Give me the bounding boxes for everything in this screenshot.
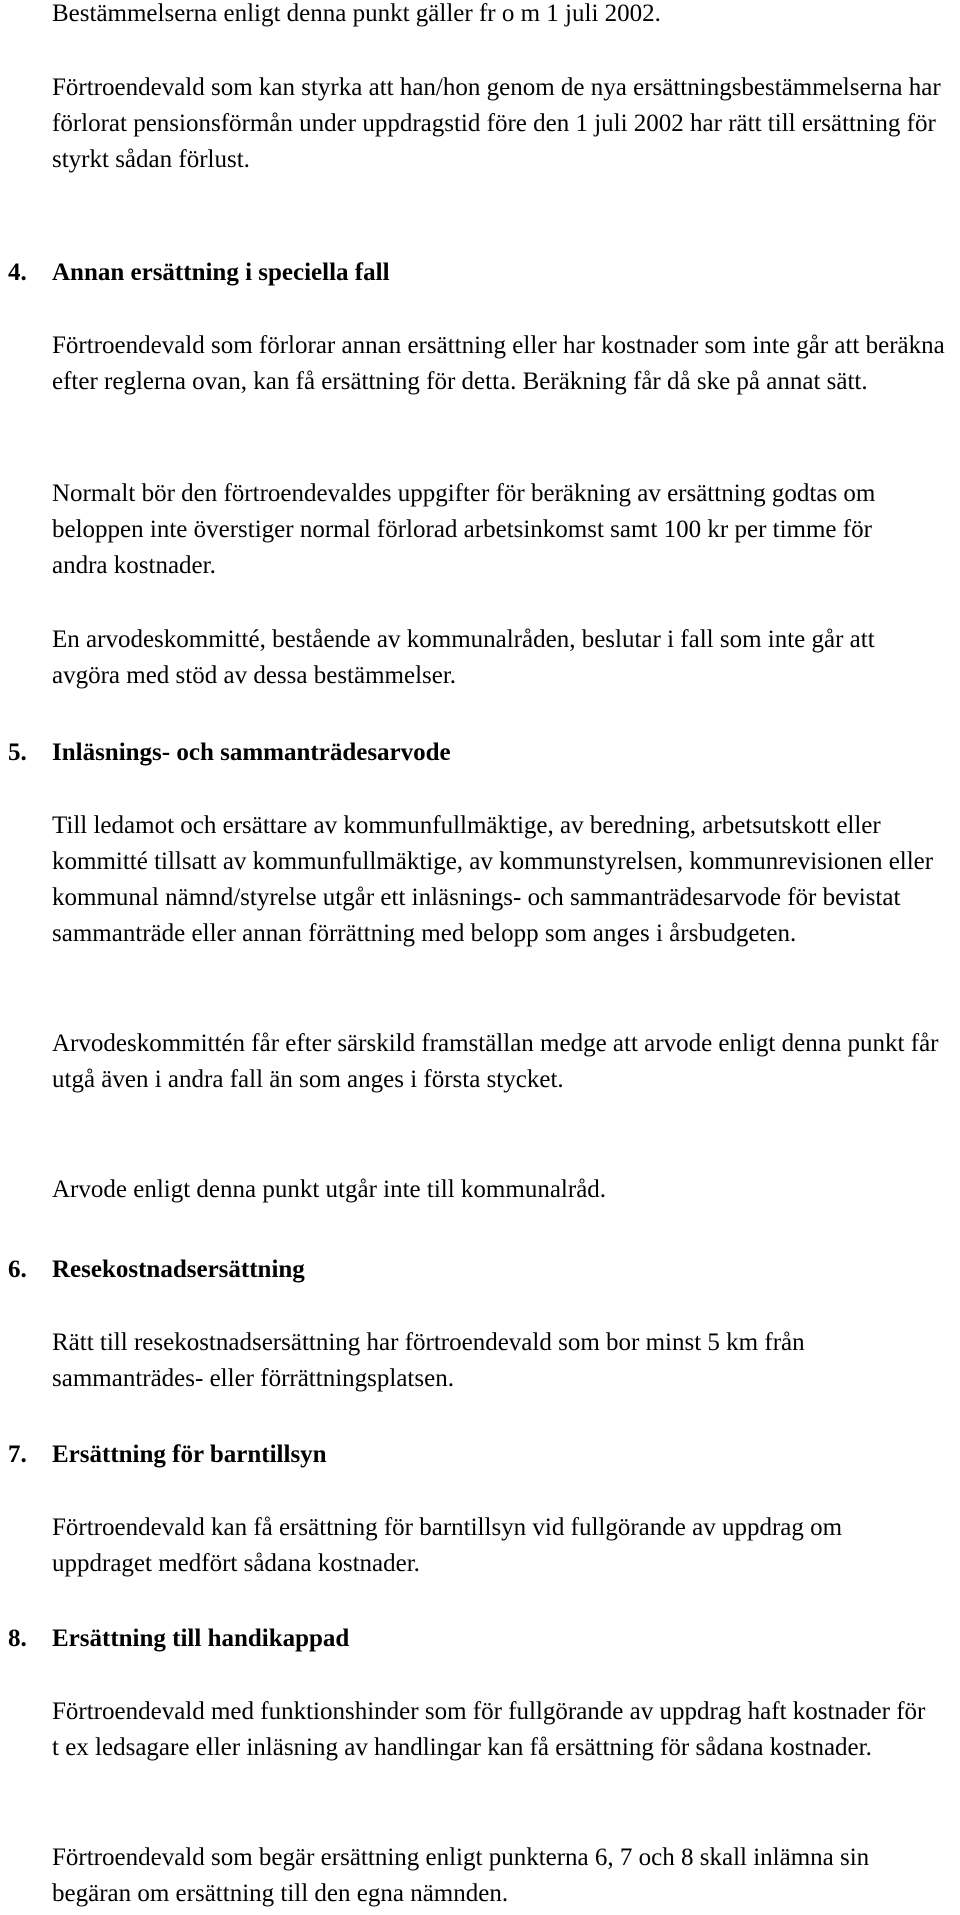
section-4-paragraph-3: En arvodeskommitté, bestående av kommunalråden, beslutar i fall som inte går att avgöra med stöd av dessa bestämmelser. bbox=[52, 626, 875, 689]
paragraph-effective-date: Bestämmelserna enligt denna punkt gäller fr o m 1 juli 2002. bbox=[52, 0, 661, 27]
section-5-number: 5. bbox=[8, 739, 27, 766]
section-5-paragraph-1: Till ledamot och ersättare av kommunfullmäktige, av beredning, arbetsutskott eller kommitté tillsatt av kommunfullmäktige, av kommunstyrelsen, kommunrevisionen eller kommunal nämnd/styrelse utgår ett inläsnings- och sammanträdesarvode för bevistat sammanträde eller annan förrättning med belopp som anges i årsbudgeten. bbox=[52, 812, 934, 947]
section-7-paragraph-1: Förtroendevald kan få ersättning för barntillsyn vid fullgörande av uppdrag om uppdraget medfört sådana kostnader. bbox=[52, 1514, 843, 1577]
section-5-heading bbox=[8, 735, 948, 771]
section-4-heading bbox=[8, 255, 948, 291]
section-7-heading bbox=[8, 1437, 948, 1473]
section-4-title: Annan ersättning i speciella fall bbox=[52, 259, 390, 286]
section-7-number: 7. bbox=[8, 1441, 27, 1468]
section-8-heading bbox=[8, 1621, 948, 1657]
section-4-paragraph-1: Förtroendevald som förlorar annan ersättning eller har kostnader som inte går att beräkna efter reglerna ovan, kan få ersättning för detta. Beräkning får då ske på annat sätt. bbox=[52, 332, 945, 395]
paragraph-pension-loss: Förtroendevald som kan styrka att han/hon genom de nya ersättningsbestämmelserna har förlorat pensionsförmån under uppdragstid före den 1 juli 2002 har rätt till ersättning för styrkt sådan förlust. bbox=[52, 74, 941, 173]
section-6-heading bbox=[8, 1252, 948, 1288]
section-6-paragraph-1: Rätt till resekostnadsersättning har förtroendevald som bor minst 5 km från sammanträdes- eller förrättningsplatsen. bbox=[52, 1329, 805, 1392]
section-6-number: 6. bbox=[8, 1256, 27, 1283]
section-5-paragraph-2: Arvodeskommittén får efter särskild framställan medge att arvode enligt denna punkt får utgå även i andra fall än som anges i första stycket. bbox=[52, 1030, 939, 1093]
section-5-title: Inläsnings- och sammanträdesarvode bbox=[52, 739, 451, 766]
section-4-number: 4. bbox=[8, 259, 27, 286]
section-8-number: 8. bbox=[8, 1625, 27, 1652]
section-8-paragraph-2: Förtroendevald som begär ersättning enligt punkterna 6, 7 och 8 skall inlämna sin begäran om ersättning till den egna nämnden. bbox=[52, 1844, 870, 1907]
section-8-title: Ersättning till handikappad bbox=[52, 1625, 350, 1652]
section-8-paragraph-1: Förtroendevald med funktionshinder som för fullgörande av uppdrag haft kostnader för t ex ledsagare eller inläsning av handlingar kan få ersättning för sådana kostnader. bbox=[52, 1698, 926, 1761]
section-5-paragraph-3: Arvode enligt denna punkt utgår inte till kommunalråd. bbox=[52, 1176, 607, 1203]
section-6-title: Resekostnadsersättning bbox=[52, 1256, 305, 1283]
section-7-title: Ersättning för barntillsyn bbox=[52, 1441, 327, 1468]
section-4-paragraph-2: Normalt bör den förtroendevaldes uppgifter för beräkning av ersättning godtas om beloppen inte överstiger normal förlorad arbetsinkomst samt 100 kr per timme för andra kostnader. bbox=[52, 480, 876, 579]
